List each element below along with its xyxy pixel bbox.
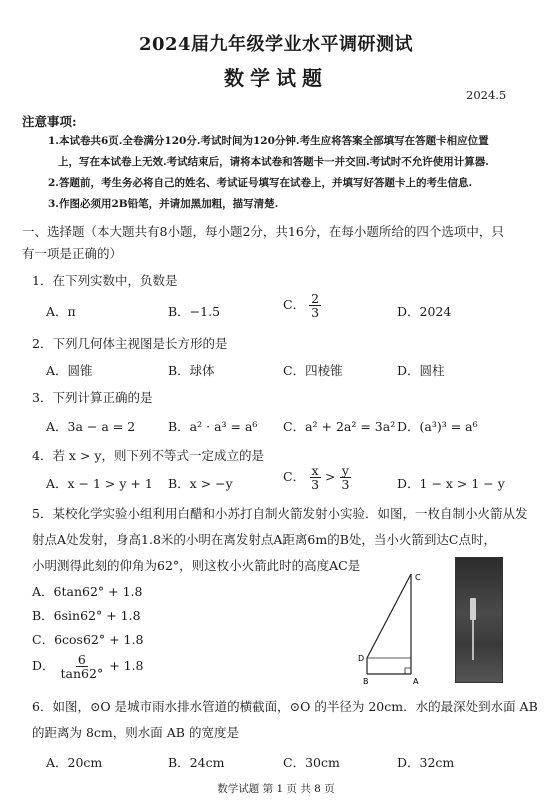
- page-footer: 数学试题 第 1 页 共 8 页: [217, 783, 335, 795]
- question-1-option-c: [283, 292, 321, 319]
- fraction-denominator: tan62°: [60, 666, 104, 682]
- question-5-option-d-label: D．: [32, 658, 55, 674]
- notice-item-2: 2.答题前，考生务必将自己的姓名、考试证号填写在试卷上，并填写好答题卡上的考生信息.: [48, 177, 473, 189]
- question-3-option-a: A．3a − a = 2: [46, 419, 136, 434]
- question-2-option-b: B．球体: [168, 363, 215, 378]
- question-3-stem: 3．下列计算正确的是: [32, 390, 153, 405]
- question-4-fraction-y: [339, 464, 351, 491]
- greater-than-sign: >: [325, 469, 336, 485]
- rocket-photo: [455, 557, 503, 683]
- question-1-option-a: A．π: [46, 304, 76, 319]
- question-5-line-2: 射点A处发射，身高1.8米的小明在离发射点A距离6m的B处，当小火箭到达C点时，: [32, 532, 496, 547]
- question-4-fraction-x: [309, 464, 321, 491]
- question-2-option-a: A．圆锥: [46, 363, 93, 378]
- question-1-option-b: B．−1.5: [168, 304, 221, 319]
- question-6-line-2: 的距离为 8cm，则水面 AB 的宽度是: [32, 725, 239, 740]
- question-4-option-c: [283, 464, 351, 491]
- question-3-option-d: D．(a³)³ = a⁶: [397, 419, 478, 434]
- question-5-option-a: A．6tan62° + 1.8: [32, 584, 143, 599]
- right-angle-mark: [405, 668, 411, 674]
- question-5-option-c: C．6cos62° + 1.8: [32, 632, 144, 647]
- fraction-denominator: 3: [311, 305, 320, 321]
- question-6-option-b: B．24cm: [168, 755, 225, 770]
- fraction-denominator: 3: [311, 477, 320, 493]
- question-5-line-3: 小明测得此刻的仰角为62°，则这枚小火箭此时的高度AC是: [32, 558, 361, 573]
- question-6-line-1: 6．如图，⊙O 是城市雨水排水管道的横截面，⊙O 的半径为 20cm．水的最深处到水面 AB: [32, 699, 538, 714]
- fraction-numerator: 2: [311, 291, 320, 306]
- question-4-option-a: A．x − 1 > y + 1: [46, 476, 153, 491]
- rocket-icon: [470, 598, 476, 620]
- question-5-option-d-tail: + 1.8: [109, 658, 144, 674]
- question-2-stem: 2．下列几何体主视图是长方形的是: [32, 336, 228, 351]
- question-1-stem: 1．在下列实数中，负数是: [32, 273, 178, 288]
- question-6-option-d: D．32cm: [397, 755, 455, 770]
- label-c: C: [415, 573, 421, 582]
- exam-subtitle: 数学试题: [224, 66, 328, 90]
- section-heading-line1: 一、选择题（本大题共有8小题，每小题2分，共16分，在每小题所给的四个选项中，只: [22, 224, 504, 239]
- question-3-option-b: B．a² · a³ = a⁶: [168, 419, 258, 434]
- question-5-triangle-diagram: [355, 562, 435, 686]
- section-heading-line2: 有一项是正确的）: [22, 246, 123, 261]
- question-2-option-d: D．圆柱: [397, 363, 445, 378]
- question-1-option-d: D．2024: [397, 304, 452, 319]
- question-6-option-c: C．30cm: [283, 755, 340, 770]
- fraction-numerator: 6: [77, 652, 86, 667]
- exam-title: 2024届九年级学业水平调研测试: [138, 34, 414, 55]
- question-6-option-a: A．20cm: [46, 755, 103, 770]
- label-d: D: [358, 654, 365, 663]
- question-5-option-d-fraction: [59, 653, 106, 680]
- question-4-option-b: B．x > −y: [168, 476, 233, 491]
- launch-stand: [472, 620, 474, 660]
- notice-item-3: 3.作图必须用2B铅笔，并请加黑加粗，描写清楚.: [48, 198, 279, 210]
- notice-item-1b: 上，写在本试卷上无效.考试结束后，请将本试卷和答题卡一并交回.考试时不允许使用计算器.: [58, 156, 489, 168]
- question-5-option-b: B．6sin62° + 1.8: [32, 608, 141, 623]
- notice-heading: 注意事项:: [22, 114, 77, 129]
- exam-date: 2024.5: [466, 88, 507, 102]
- question-3-option-c: C．a² + 2a² = 3a²: [283, 419, 396, 434]
- fraction-numerator: x: [311, 463, 319, 478]
- fraction-denominator: 3: [341, 477, 350, 493]
- question-2-option-c: C．四棱锥: [283, 363, 343, 378]
- notice-item-1a: 1.本试卷共6页.全卷满分120分.考试时间为120分钟.考生应将答案全部填写在答题卡相应位置: [48, 135, 489, 147]
- question-4-option-d: D．1 − x > 1 − y: [397, 476, 505, 491]
- label-b: B: [363, 677, 369, 686]
- question-4-option-c-label: C．: [283, 469, 306, 485]
- question-1-option-c-label: C．: [283, 297, 306, 313]
- question-5-option-d: [32, 653, 144, 680]
- line-dc: [367, 574, 411, 658]
- label-a: A: [413, 677, 419, 686]
- question-4-stem: 4．若 x > y，则下列不等式一定成立的是: [32, 448, 264, 463]
- question-5-line-1: 5．某校化学实验小组利用白醋和小苏打自制火箭发射小实验．如图，一枚自制小火箭从发: [32, 506, 528, 521]
- question-1-option-c-fraction: [309, 292, 321, 319]
- fraction-numerator: y: [341, 463, 349, 478]
